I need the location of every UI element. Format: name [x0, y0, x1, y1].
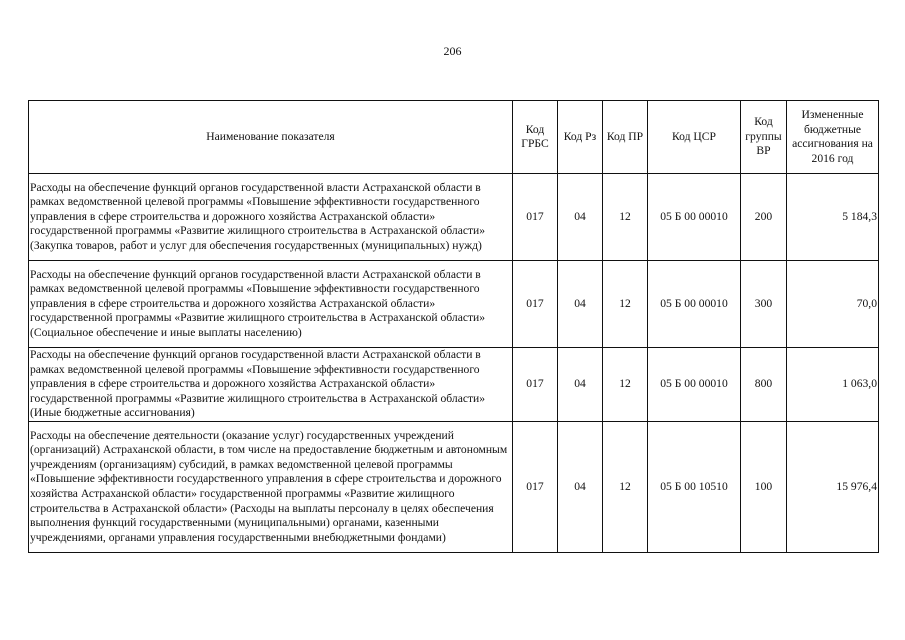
table-row: [29, 174, 879, 261]
row-pr: 12: [603, 174, 648, 261]
row-pr: 12: [603, 348, 648, 422]
header-name: Наименование показателя: [29, 101, 513, 174]
page-number: 206: [443, 44, 462, 58]
row-name: Расходы на обеспечение деятельности (оказание услуг) государственных учреждений (организаций) Астраханской области, в том числе на предоставление бюджетным и автономным учреждениям (организациям) субсидий, в рамках ведомственной целевой программы «Повышение эффективности государственного управления в сфере строительства и дорожного хозяйства Астраханской области» государственной программы «Развитие жилищного строительства в Астраханской области» (Расходы на выплаты персоналу в целях обеспечения выполнения функций государственными (муниципальными) органами, казенными учреждениями, органами управления государственными внебюджетными фондами): [29, 421, 513, 552]
row-csr: 05 Б 00 00010: [648, 348, 741, 422]
row-vr: 300: [741, 261, 787, 348]
table-row: [29, 421, 879, 552]
budget-table: [28, 100, 879, 553]
header-amount: Измененные бюджетные ассигнования на 2016 год: [787, 101, 879, 174]
row-amount: 1 063,0: [787, 348, 879, 422]
row-vr: 800: [741, 348, 787, 422]
row-csr: 05 Б 00 00010: [648, 261, 741, 348]
table-row: [29, 348, 879, 422]
row-rz: 04: [558, 421, 603, 552]
row-rz: 04: [558, 174, 603, 261]
row-csr: 05 Б 00 10510: [648, 421, 741, 552]
row-grbs: 017: [513, 421, 558, 552]
row-vr: 100: [741, 421, 787, 552]
row-csr: 05 Б 00 00010: [648, 174, 741, 261]
row-pr: 12: [603, 261, 648, 348]
row-vr: 200: [741, 174, 787, 261]
row-pr: 12: [603, 421, 648, 552]
row-name: Расходы на обеспечение функций органов государственной власти Астраханской области в рамках ведомственной целевой программы «Повышение эффективности государственного управления в сфере строительства и дорожного хозяйства Астраханской области» государственной программы «Развитие жилищного строительства в Астраханской области» (Закупка товаров, работ и услуг для обеспечения государственных (муниципальных) нужд): [29, 174, 513, 261]
header-vr: Код группы ВР: [741, 101, 787, 174]
row-grbs: 017: [513, 348, 558, 422]
header-csr: Код ЦСР: [648, 101, 741, 174]
row-name: Расходы на обеспечение функций органов государственной власти Астраханской области в рамках ведомственной целевой программы «Повышение эффективности государственного управления в сфере строительства и дорожного хозяйства Астраханской области» государственной программы «Развитие жилищного строительства в Астраханской области» (Социальное обеспечение и иные выплаты населению): [29, 261, 513, 348]
row-amount: 5 184,3: [787, 174, 879, 261]
row-amount: 15 976,4: [787, 421, 879, 552]
row-rz: 04: [558, 261, 603, 348]
row-rz: 04: [558, 348, 603, 422]
header-grbs: Код ГРБС: [513, 101, 558, 174]
table-row: [29, 261, 879, 348]
header-pr: Код ПР: [603, 101, 648, 174]
row-name: Расходы на обеспечение функций органов государственной власти Астраханской области в рамках ведомственной целевой программы «Повышение эффективности государственного управления в сфере строительства и дорожного хозяйства Астраханской области» государственной программы «Развитие жилищного строительства в Астраханской области» (Иные бюджетные ассигнования): [29, 348, 513, 422]
row-amount: 70,0: [787, 261, 879, 348]
row-grbs: 017: [513, 261, 558, 348]
header-rz: Код Рз: [558, 101, 603, 174]
row-grbs: 017: [513, 174, 558, 261]
table-header-row: [29, 101, 879, 174]
